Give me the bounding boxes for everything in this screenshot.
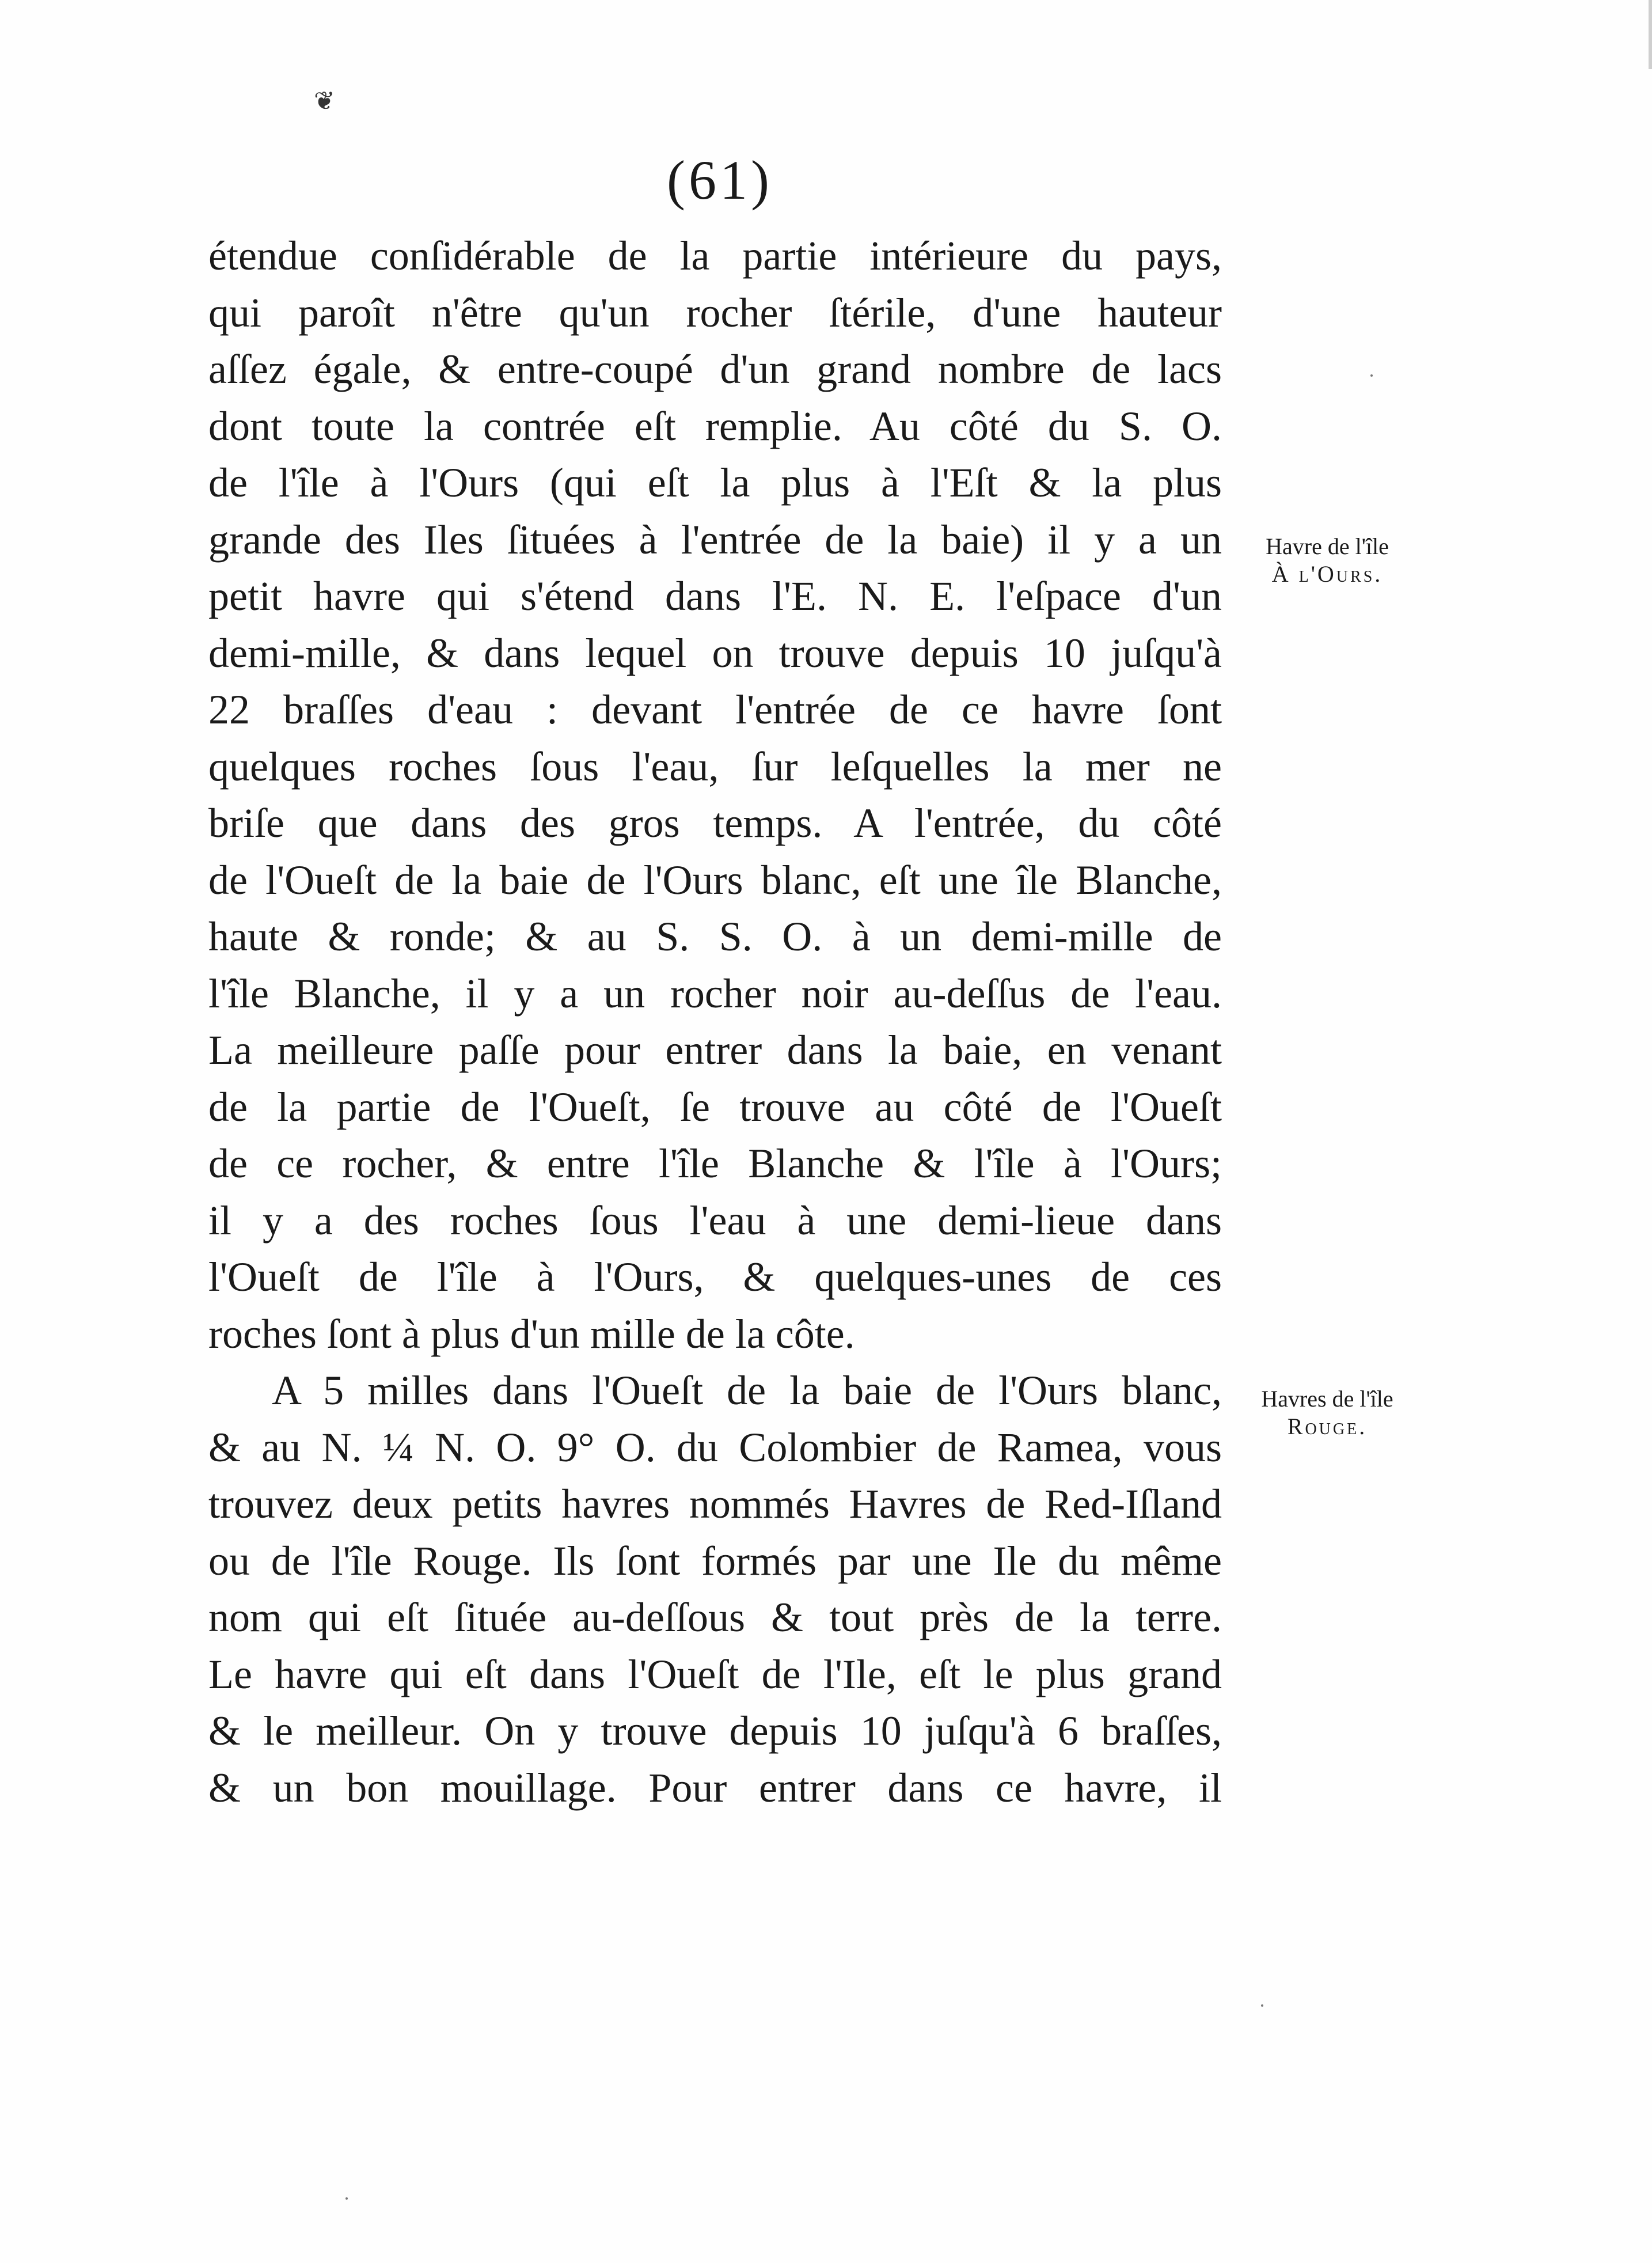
text-line: l'Oueſt de l'île à l'Ours, & quelques-unes de ces: [208, 1254, 1222, 1300]
text-line: quelques roches ſous l'eau, ſur leſquelles la mer ne: [208, 743, 1222, 790]
text-line: ou de l'île Rouge. Ils ſont formés par une Ile du même: [208, 1537, 1222, 1584]
page-number: (61): [667, 149, 773, 211]
printer-ornament: ❦: [314, 87, 335, 115]
text-line: de la partie de l'Oueſt, ſe trouve au côté de l'Oueſt: [208, 1083, 1222, 1130]
margin-note-subtitle: À l'Ours.: [1271, 561, 1383, 587]
text-line: & un bon mouillage. Pour entrer dans ce havre, il: [208, 1764, 1222, 1811]
text-line: qui paroît n'être qu'un rocher ſtérile, d'une hauteur: [208, 289, 1222, 336]
page-edge-shadow: [1649, 0, 1652, 69]
margin-note-havre-ours: [1229, 533, 1425, 588]
text-line: dont toute la contrée eſt remplie. Au côté du S. O.: [208, 403, 1222, 449]
text-line: étendue conſidérable de la partie intérieure du pays,: [208, 233, 1222, 279]
paper-speck: [1370, 374, 1373, 377]
text-line: aſſez égale, & entre-coupé d'un grand nombre de lacs: [208, 346, 1222, 392]
text-line: & au N. ¼ N. O. 9° O. du Colombier de Ramea, vous: [208, 1424, 1222, 1470]
text-line: petit havre qui s'étend dans l'E. N. E. l'eſpace d'un: [208, 573, 1222, 619]
text-line: 22 braſſes d'eau : devant l'entrée de ce havre ſont: [208, 687, 1222, 733]
text-line: roches ſont à plus d'un mille de la côte.: [208, 1310, 855, 1357]
text-line: briſe que dans des gros temps. A l'entrée, du côté: [208, 800, 1222, 846]
margin-note-title: Havres de l'île: [1261, 1386, 1393, 1412]
paper-speck: [345, 2197, 348, 2200]
text-line: Le havre qui eſt dans l'Oueſt de l'Ile, eſt le plus grand: [208, 1651, 1222, 1697]
text-line: trouvez deux petits havres nommés Havres de Red-Iſland: [208, 1481, 1222, 1527]
text-line: de ce rocher, & entre l'île Blanche & l'île à l'Ours;: [208, 1140, 1222, 1187]
text-line: grande des Iles ſituées à l'entrée de la baie) il y a un: [208, 516, 1222, 563]
margin-note-havres-rouge: [1229, 1385, 1425, 1441]
text-line: de l'île à l'Ours (qui eſt la plus à l'Eſt & la plus: [208, 460, 1222, 506]
text-line: demi-mille, & dans lequel on trouve depuis 10 juſqu'à: [208, 630, 1222, 676]
margin-note-subtitle: Rouge.: [1287, 1413, 1368, 1439]
text-line: La meilleure paſſe pour entrer dans la baie, en venant: [208, 1027, 1222, 1073]
text-line: de l'Oueſt de la baie de l'Ours blanc, eſt une île Blanche,: [208, 856, 1222, 903]
text-line: & le meilleur. On y trouve depuis 10 juſqu'à 6 braſſes,: [208, 1708, 1222, 1754]
text-line: haute & ronde; & au S. S. O. à un demi-mille de: [208, 913, 1222, 960]
body-text: [208, 228, 1222, 1816]
text-line: l'île Blanche, il y a un rocher noir au-deſſus de l'eau.: [208, 970, 1222, 1017]
paper-speck: [1261, 2004, 1263, 2007]
margin-note-title: Havre de l'île: [1266, 533, 1389, 559]
text-line: il y a des roches ſous l'eau à une demi-lieue dans: [208, 1197, 1222, 1244]
paragraph-first-line: A 5 milles dans l'Oueſt de la baie de l'Ours blanc,: [272, 1367, 1222, 1413]
text-line: nom qui eſt ſituée au-deſſous & tout près de la terre.: [208, 1594, 1222, 1640]
